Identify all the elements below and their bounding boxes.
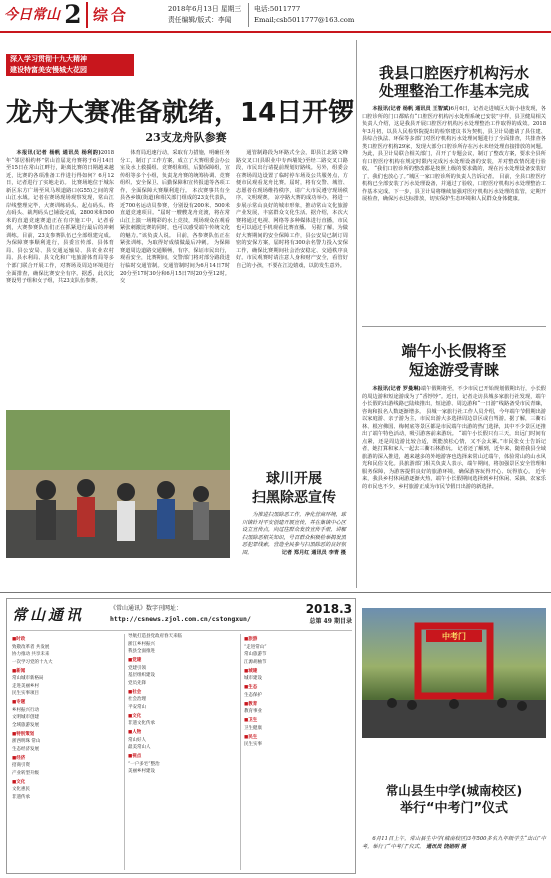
column-divider: [356, 40, 357, 588]
tongxun-entry: 基层组织建设: [128, 673, 155, 678]
tongxun-entry: 一次学习党的十九大: [12, 659, 53, 665]
tongxun-rule: [10, 630, 352, 631]
tongxun-entry: 非遗文化传承: [128, 721, 155, 726]
ball-headline-line-1: 球川开展: [266, 471, 322, 487]
tongxun-entry: 江源胡柚节: [244, 659, 267, 665]
tongxun-entry: ■文化: [128, 713, 142, 719]
duanwu-headline-line-1: 端午小长假将至: [401, 342, 507, 360]
issue-date: 2018年6月13日 星期三: [168, 5, 242, 13]
tongxun-entry: 生态保护: [244, 692, 262, 698]
ball-byline: 记者 郑月红 通讯员 李青 摄: [281, 550, 346, 556]
slogan-line-1: 深入学习贯彻十九大精神: [10, 55, 87, 63]
tongxun-entry: ■时政: [12, 637, 26, 642]
tongxun-entry: 平安常山: [128, 704, 146, 710]
tongxun-entry: 我县全面推进: [128, 649, 155, 654]
tongxun-entry: ■专题: [12, 700, 26, 705]
tongxun-entry: ■经济: [12, 755, 26, 761]
fold-rule: [0, 592, 551, 593]
tongxun-entry: ■民生: [244, 734, 258, 740]
lead-subheadline: 23支龙舟队参赛: [145, 131, 227, 144]
tongxun-entry: 文化惠民: [12, 787, 30, 792]
tongxun-entry: ■教育: [244, 701, 258, 707]
tongxun-entry: “走进常山”: [244, 644, 267, 650]
tongxun-entry: 社会治理: [128, 697, 146, 702]
tongxun-entry: 招商引资: [12, 763, 30, 768]
tongxun-entry: 浙江乡村振兴: [128, 641, 155, 647]
duanwu-text: 端午假期将至，不少市民已开始规划假期出行，小长假的周边游和短途游成为了“香饽饽”。近日，记者走访县城多家旅行社发现，端午小长假的出游线路已陆续推出，短途游、周边游和“一日游”线路备受市民青睐，咨询和报名人数逐渐增多。 县城一家旅行社工作人员介绍，今年端午节假期出游以家庭游、亲子游为主，市民出游大多选择周边景区或自驾游。据了解，三衢石林、根宫佛国、梅树底等景区都是市民端午出游的热门选择，其中不少景区还推出了端午特色活动，吸引游客前来游玩。 “端午小长假只有三天，出远门时间有点紧，还是周边游比较合适，既能放松心情，又不会太累。”市民张女士告诉记者，她打算和家人一起去三衢石林游玩。 记者还了解到，近年来，随着我县全域旅游的深入推进，越来越多的外地游客也选择来常山过端午，体验常山的山水风光和民俗文化。县旅游部门相关负责人表示，端午期间，将加强景区安全管理和服务保障，为游客提供良好的旅游环境，确保游客玩得开心、玩得放心。 近年来，我县乡村休闲游逐渐火热，端午小长假期间选择到乡村休闲、采摘、农家乐的市民也不少，乡村旅游正成为市民节假日出游的新选择。: [362, 386, 546, 490]
lead-text-2: 体育局迅速行动，采取有力措施，明确任务分工，制订了工作方案，成立了大赛组委会办公室及水上救援组、竞赛组和组，后勤保障组，宣传组等多个小组，负责龙舟赛的统筹协调、竞赛组织、安全保卫、后勤保障和宣传报道等各项工作，全面保障大赛顺利进行。 本次赛事共有全县各乡镇(街道)和相关部门组成的23支代表队，近700名运动员参赛，分别设有200米、500米直道竞速项目。“届时一艘艘龙舟竞渡，将在常山江上演一场精彩的水上竞技，现场观众在观看紧张刺激比赛的同时，也可以感受端午传统文化的魅力。”该负责人说。 目前，各参赛队伍正在紧张训练，为取得好成绩做最后冲刺。 为保障赛道周边道路交通顺畅，有序，保证市民出行，观看安全，比赛期间，交警部门将对部分路段进行临时交通管制。交通管制时间为6月14日7时20分至17时30分和6月15日7时20分至12时。交: [120, 150, 230, 285]
tongxun-entry: 美丽乡村建设: [128, 769, 155, 774]
lead-photo: [6, 410, 230, 558]
duanwu-headline-line-2: 短途游受青睐: [408, 361, 499, 379]
tongxun-entry: 卫生健康: [244, 725, 262, 731]
tongxun-entry: 产业转型升级: [12, 770, 39, 776]
tongxun-entry: 常山旅游节: [244, 652, 267, 657]
tongxun-entry: 民生实事: [244, 742, 262, 747]
masthead-divider: [248, 3, 249, 27]
zhongkao-headline-line-2: 举行“中考门”仪式: [399, 801, 509, 816]
oral-headline-line-1: 我县口腔医疗机构污水: [378, 64, 529, 82]
lead-photo-art: [6, 410, 230, 558]
tongxun-column-1: [12, 634, 120, 870]
slogan-banner: [6, 54, 134, 76]
duanwu-byline: 本报讯(记者 罗曼琳): [372, 386, 421, 392]
duanwu-body: [362, 386, 546, 586]
zhongkao-gate-banner: 中考门: [442, 631, 466, 641]
tongxun-entry: 常山好人: [128, 737, 146, 743]
tongxun-entry: 致敬改革者 共发展: [12, 644, 50, 650]
zhongkao-photo: [362, 608, 546, 738]
section-title: 综合: [86, 2, 142, 28]
lead-column-3: [236, 150, 348, 350]
tongxun-entry: ■旅游: [244, 637, 258, 642]
tongxun-entry: ■社会: [128, 689, 142, 695]
contact-email: Email;csb5011777@163.com: [254, 16, 355, 24]
slogan-line-2: 建设特富美安慢城大花园: [10, 66, 87, 74]
tongxun-entry: 城市建设: [244, 676, 262, 681]
tongxun-entry: 党员先锋: [128, 680, 146, 686]
tongxun-column-3: [244, 634, 352, 870]
tongxun-url[interactable]: http://csnews.zjol.com.cn/cstongxun/: [110, 615, 251, 623]
zhongkao-photo-art: [362, 608, 546, 738]
oral-divider: [362, 326, 546, 327]
oral-headline-line-2: 处理整治工作基本完成: [378, 82, 529, 100]
tongxun-column-2: [128, 634, 236, 870]
contact-phone: 电话:5011777: [254, 5, 301, 13]
tongxun-entry: 教育事业: [244, 709, 262, 714]
tongxun-entry: 民生实事项目: [12, 691, 39, 696]
tongxun-col-divider-2: [240, 634, 241, 870]
tongxun-entry: ■视点: [128, 754, 142, 759]
masthead-logo: 今日常山: [4, 7, 60, 23]
oral-byline: 本报讯(记者 杨帆 通讯员 王智斌): [372, 106, 451, 112]
tongxun-entry: 生态经济发展: [12, 746, 39, 752]
lead-text-1: 2018年“邻居相约杯”常山首届龙舟赛将于6月14日至15日在常山江畔行，距离比赛的日期越来越近，比赛的各项准备工作进行得如何？6月12日，记者进行了实地走访。 比赛场地位于城东新区东方广场至风马坝道路口(G55)之间的常山江水域。记者在赛场现场观察发现，常山江岸线整理完毕，大赛训练码头、起点码头、终点码头、裁判码头已铺设完成，2800米和500米的直道竞速赛道正在有序施工中，记者看到，大赛参赛队伍们正在抓紧进行最后的冲刺训练。目前，23支参赛队伍已全部组建完成。 为保障赛事顺利进行，县委宣传部、县体育局、县公安局、县交通运输局、县农业农村局、县水利局、县文化和广电旅游体育局等多个部门联合开展工作，对赛场及周边环境进行全面排查，确保比赛安全有序。据悉，此次比赛设男子组和女子组，共23支队伍参赛。: [6, 150, 114, 285]
tongxun-entry: 非遗传承: [12, 794, 30, 800]
tongxun-entry: 全域旅游发展: [12, 722, 39, 728]
tongxun-entry: ■生态: [244, 685, 258, 690]
tongxun-entry: “一户多宅”整治: [128, 761, 160, 767]
page-number: 2: [64, 0, 82, 29]
tongxun-entry: 走进美丽乡村: [12, 683, 39, 689]
tongxun-issue-total: 总第 49 期目录: [309, 618, 352, 625]
tongxun-entry: ■人物: [128, 730, 142, 735]
tongxun-entry: ■特别策划: [12, 731, 35, 737]
tongxun-entry: ■党建: [128, 658, 142, 663]
lead-byline: 本报讯(记者 杨帆 通讯员 杨利韵): [16, 150, 101, 156]
lead-column-1: [6, 150, 114, 398]
tongxun-entry: ■文化: [12, 779, 26, 785]
tongxun-entry: 党建引领: [128, 665, 146, 671]
tongxun-col-divider-1: [124, 634, 125, 870]
ball-headline-line-2: 扫黑除恶宣传: [252, 490, 336, 506]
zhongkao-headline-line-1: 常山县生中学(城南校区): [385, 783, 523, 798]
ball-text: 为推进扫黑除恶工作，净化营商环境，球川镇针对平安创建开展宣传，并在集镇中心区设立宣传点，向过往群众发放宣传手册，讲解扫黑除恶相关知识，号召群众积极检举揭发黑恶犯罪线索，营造全民参与扫黑除恶的良好氛围。: [242, 512, 346, 556]
tongxun-entry: 乡村振兴行动: [12, 707, 39, 713]
oral-text: 6月6日，记者走进城区大街小巷发现，各口腔诊所的门口都贴有“口腔医疗机构污水处理系统已安装”字样，县卫健局相关负责人介绍，这是我县开展口腔医疗机构污水处理整治工作取得的成效。2018年3月初，以县人民检察院提出的检察建议书为契机，县卫计局邀请了县住建、县综合执法、环保等多部门对医疗机构污水处理问题进行了全面排查，共排查各类口腔医疗机构29家，发现大部分口腔诊所存在污水未经处理直接排放的问题。为此，县卫计局联合相关部门，召开了专题会议，制订了整改方案，要求全县所有口腔医疗机构在规定时限内完成污水处理设备的安装，并对整改情况进行验收。 “我们口腔诊所的整改都是按照上级的要求做的，现在污水处理设备安装好了，我们也放心了。”城区一家口腔诊所的负责人告诉记者。 目前，全县口腔医疗机构已全部安装了污水处理设备，并通过了验收，口腔医疗机构污水处理整治工作基本完成。下一步，县卫计局将继续加强对医疗机构污水处理的监管，定期开展检查，确保污水达标排放，切实保护生态环境和人民群众身体健康。: [362, 106, 546, 203]
tongxun-entry: ■城建: [244, 668, 258, 674]
lead-column-2: [120, 150, 230, 398]
tongxun-entry: ■新闻: [12, 668, 26, 674]
tongxun-entry: 常山城市新格局: [12, 676, 44, 681]
lead-headline: 龙舟大赛准备就绪，14日开锣: [6, 98, 355, 128]
zhongkao-body: [362, 836, 546, 866]
tongxun-url-label: 《常山通讯》数字刊网址：: [110, 605, 183, 612]
lead-text-3: 通管制路段为环路式全会，即县江北路文峰路交叉口(县职业中专西墙处)至经二路交叉口路段，市民出行请提前规划好路线。另外，组委会在赛场周边设置了临时停车场及公共服务点，方便市民观看龙舟比赛。届时，将有交警、城管、志愿者在现场维持秩序，请广大市民遵守现场秩序，文明观赛。 凉亭路大赛的成功举办，将进一步展示常山良好的城市形象，推动常山文化旅游产业发展，丰富群众文化生活。据介绍，本次大赛将通过电视、网络等多种媒体进行直播，市民也可以通过手机观看比赛直播。 另据了解，为做好大赛期间的安全保障工作，县公安局已制订周密的安保方案，届时将有300余名警力投入安保工作，确保比赛期间社会治安稳定、交通秩序良好。市民观赛时请注意人身和财产安全，看管好自己的小孩，不要在江边嬉戏，以防发生意外。: [236, 150, 348, 269]
tongxun-entry: 浙西明珠 常山: [12, 739, 41, 744]
oral-body: [362, 106, 546, 320]
tongxun-entry: 协力推动 共享未来: [12, 652, 50, 657]
tongxun-entry: 文明城市创建: [12, 715, 39, 720]
editor-credit: 责任编辑/版式：李闻: [168, 16, 232, 24]
zhongkao-text: 6月11日上午，常山县生中学(城南校区)3年500多名九年级学生“出山”中考，举行了“中考门”仪式。: [362, 836, 546, 850]
zhongkao-byline: 通讯员 饶姐明 摄: [426, 843, 466, 850]
tongxun-entry: ■卫生: [244, 718, 258, 723]
tongxun-entry: 最美常山人: [128, 745, 151, 750]
masthead-rule: [0, 31, 551, 33]
tongxun-issue-year: 2018.3: [305, 602, 352, 616]
tongxun-entry: 导航打造县党政府春天来临: [128, 634, 182, 639]
tongxun-title: 常山通讯: [12, 606, 85, 624]
